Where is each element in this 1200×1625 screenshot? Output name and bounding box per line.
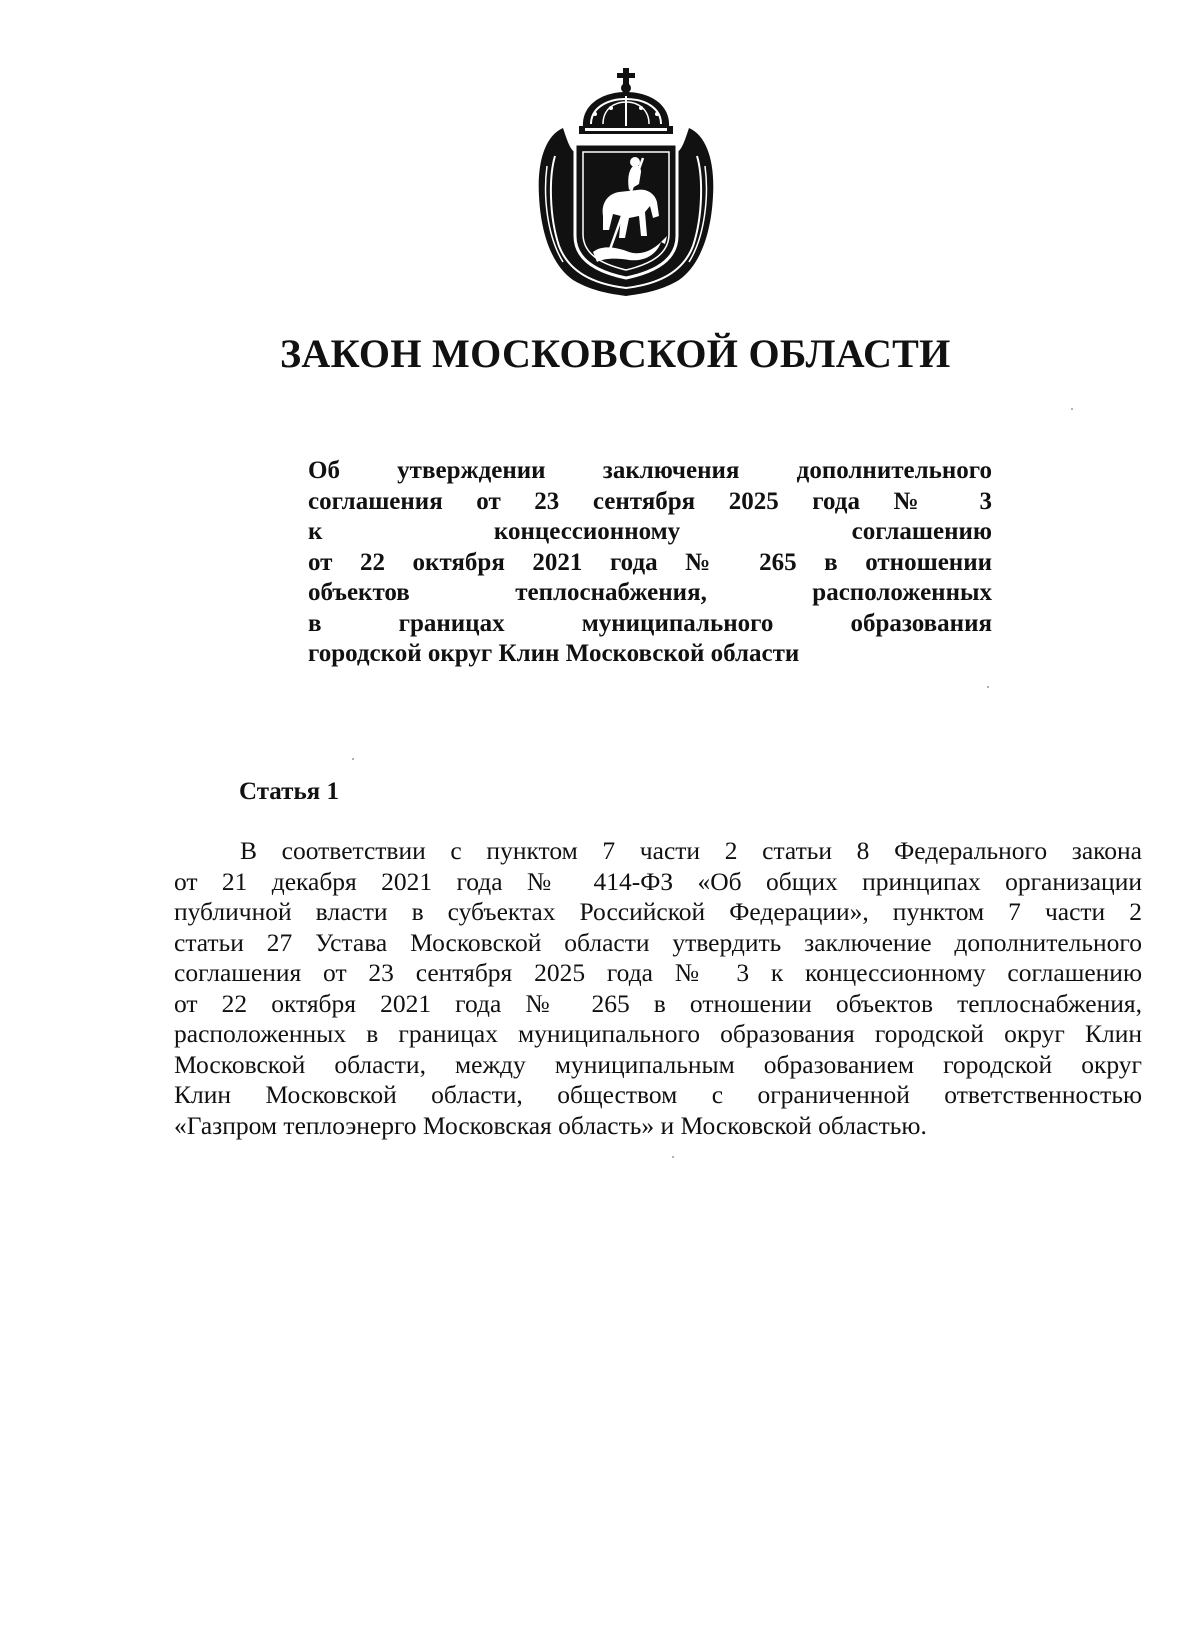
article-heading: Статья 1 [239, 778, 339, 805]
subject-line: городской округ Клин Московской области [308, 640, 800, 667]
paragraph-line: расположенных в границах муниципального образования городской округ Клин [174, 1019, 1142, 1048]
scan-speck [987, 686, 989, 688]
paragraph-line: «Газпром теплоэнерго Московская область» и Московской областью. [174, 1110, 927, 1140]
scan-speck [672, 1156, 674, 1158]
subject-line: Об утверждении заключения дополнительного [308, 457, 992, 484]
subject-line: от 22 октября 2021 года № 265 в отношении [308, 548, 992, 576]
subject-line: соглашения от 23 сентября 2025 года № 3 [308, 487, 992, 515]
law-subject-heading [308, 456, 992, 670]
paragraph-line: В соответствии с пунктом 7 части 2 статьи 8 Федерального закона [240, 836, 1142, 865]
paragraph-line: от 21 декабря 2021 года № 414-ФЗ «Об общих принципах организации [174, 866, 1142, 896]
subject-line: объектов теплоснабжения, расположенных [308, 579, 992, 606]
scan-speck [352, 758, 354, 760]
paragraph-line: Клин Московской области, обществом с ограниченной ответственностью [174, 1080, 1142, 1109]
subject-line: в границах муниципального образования [308, 609, 992, 637]
paragraph-line: Московской области, между муниципальным образованием городской округ [174, 1049, 1142, 1079]
scan-speck [1071, 408, 1073, 410]
paragraph-line: статьи 27 Устава Московской области утвердить заключение дополнительного [174, 927, 1142, 957]
subject-line: к концессионному соглашению [308, 518, 992, 545]
paragraph-line: от 22 октября 2021 года № 265 в отношении объектов теплоснабжения, [174, 988, 1142, 1018]
paragraph-line: публичной власти в субъектах Российской Федерации», пунктом 7 части 2 [174, 897, 1142, 926]
document-title: ЗАКОН МОСКОВСКОЙ ОБЛАСТИ [280, 331, 951, 376]
article-paragraph [174, 836, 1142, 1141]
paragraph-line: соглашения от 23 сентября 2025 года № 3 к концессионному соглашению [174, 958, 1142, 987]
coat-of-arms-icon [533, 66, 719, 298]
